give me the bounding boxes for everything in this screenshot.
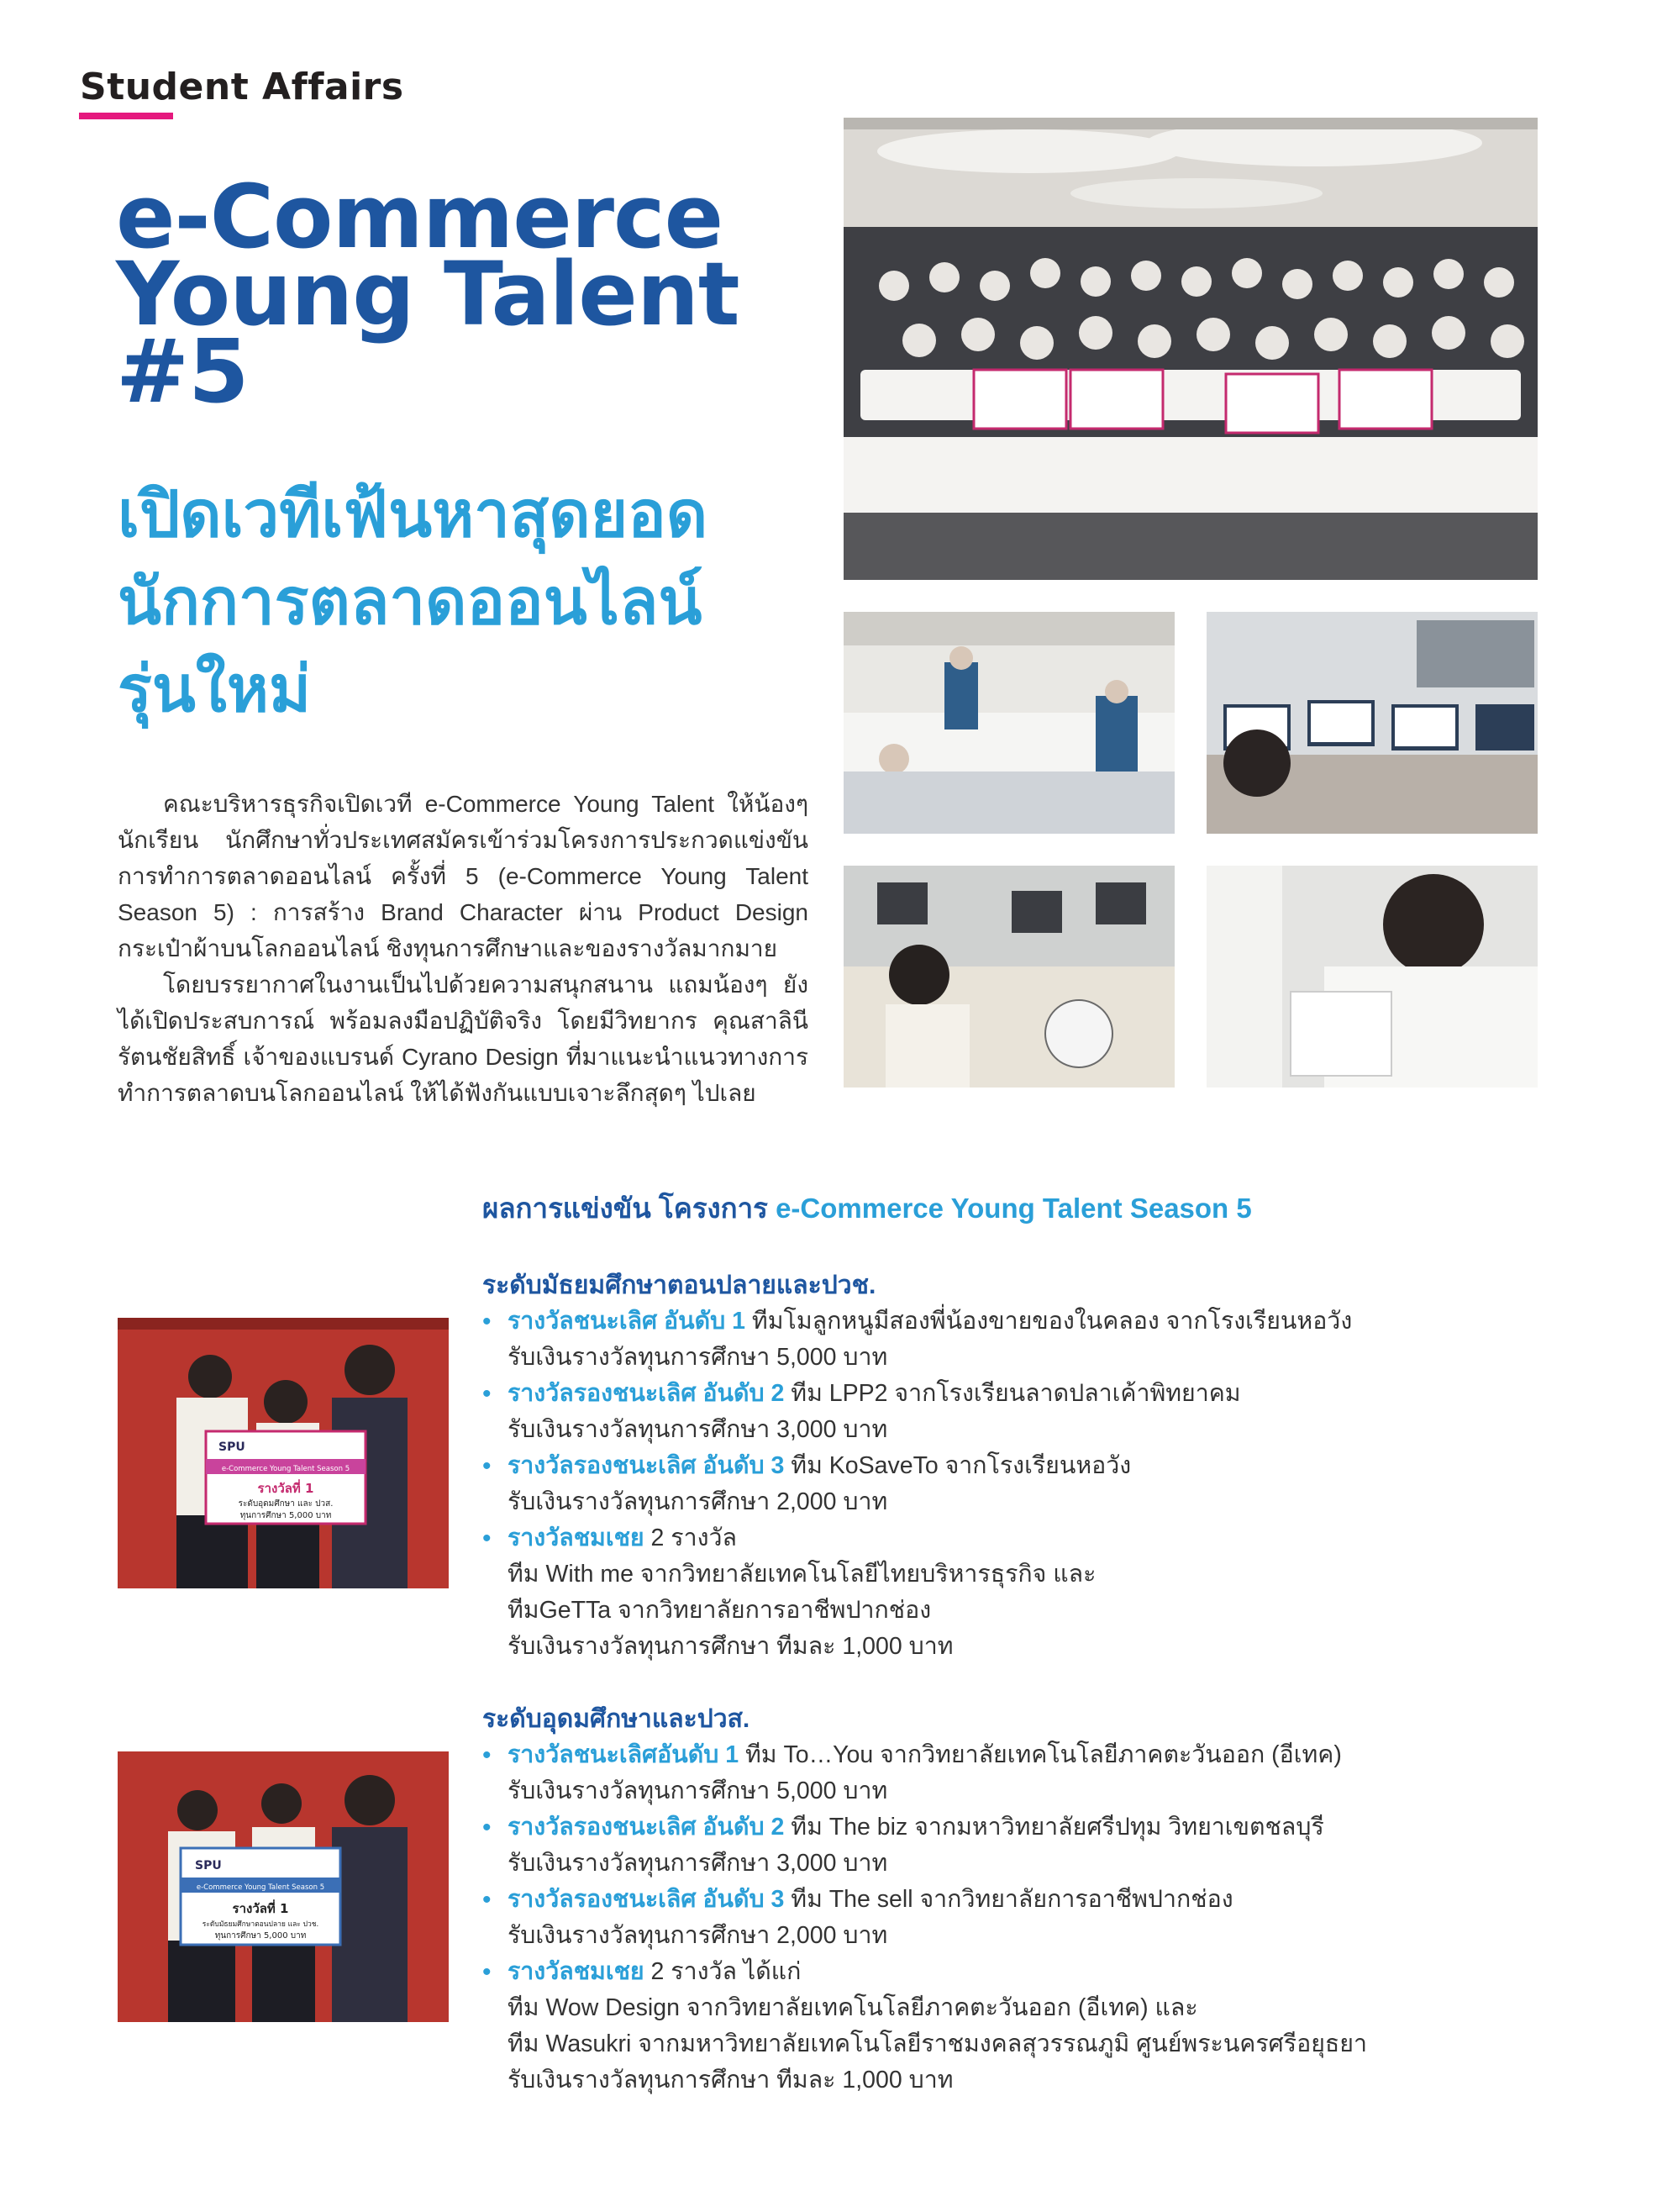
sign-amount: ทุนการศึกษา 5,000 บาท (239, 1511, 332, 1520)
award-line: รับเงินรางวัลทุนการศึกษา 3,000 บาท (508, 1850, 888, 1877)
award-item (482, 1809, 1591, 1882)
lab-photo (1207, 612, 1538, 834)
award-item (482, 1737, 1591, 1809)
bullet-icon: • (482, 1308, 492, 1335)
award-line: ทีมGeTTa จากวิทยาลัยการอาชีพปากช่อง (508, 1597, 932, 1624)
sign-prize: รางวัลที่ 1 (257, 1481, 314, 1496)
award-text: ทีมโมลูกหนูมีสองพี่น้องขายของในคลอง จากโรงเรียนหอวัง (745, 1308, 1353, 1335)
sign-prize: รางวัลที่ 1 (232, 1901, 289, 1916)
title-line: #5 (116, 320, 249, 423)
workshop-photo (844, 612, 1175, 834)
award-name: รางวัลรองชนะเลิศ อันดับ 3 (508, 1886, 785, 1913)
award-line: รับเงินรางวัลทุนการศึกษา 2,000 บาท (508, 1922, 888, 1949)
drawing-photo (1207, 866, 1538, 1088)
award-line: ทีม With me จากวิทยาลัยเทคโนโลยีไทยบริหารธุรกิจ และ (508, 1561, 1097, 1588)
bullet-icon: • (482, 1958, 492, 1986)
award-line: รับเงินรางวัลทุนการศึกษา 5,000 บาท (508, 1344, 888, 1371)
award-text: ทีม To…You จากวิทยาลัยเทคโนโลยีภาคตะวันออก (อีเทค) (739, 1741, 1342, 1768)
award-line: รับเงินรางวัลทุนการศึกษา 5,000 บาท (508, 1778, 888, 1804)
sign-title: e-Commerce Young Talent Season 5 (221, 1465, 350, 1473)
level-title: ระดับอุดมศึกษาและปวส. (482, 1705, 750, 1733)
award-line: รับเงินรางวัลทุนการศึกษา 2,000 บาท (508, 1488, 888, 1515)
results-heading-en: e-Commerce Young Talent Season 5 (776, 1193, 1252, 1224)
award-item (482, 1304, 1591, 1376)
students-computer-photo (844, 866, 1175, 1088)
bullet-icon: • (482, 1452, 492, 1480)
award-text: ทีม KoSaveTo จากโรงเรียนหอวัง (784, 1452, 1132, 1479)
section-underline (79, 113, 173, 119)
award-name: รางวัลชนะเลิศ อันดับ 1 (508, 1308, 746, 1335)
winners-photo-secondary (118, 1318, 449, 1588)
subtitle-line: รุ่นใหม่ (118, 651, 312, 726)
intro-text (118, 786, 808, 1111)
bullet-icon: • (482, 1380, 492, 1408)
bullet-icon: • (482, 1886, 492, 1914)
section-label: Student Affairs (80, 66, 404, 108)
intro-paragraph: คณะบริหารธุรกิจเปิดเวที e-Commerce Young Talent ให้น้องๆ นักเรียน นักศึกษาทั่วประเทศสมัครเข้าร่วมโครงการประกวดแข่งขันการทำการตลาดออนไลน์ ครั้งที่ 5 (e-Commerce Young Talent Season 5) : การสร้าง Brand Character ผ่าน Product Design กระเป๋าผ้าบนโลกออนไลน์ ชิงทุนการศึกษาและของรางวัลมากมาย (118, 791, 808, 961)
title-line: Young Talent (116, 243, 739, 345)
award-line: รับเงินรางวัลทุนการศึกษา 3,000 บาท (508, 1416, 888, 1443)
award-text: 2 รางวัล ได้แก่ (644, 1958, 802, 1985)
award-name: รางวัลรองชนะเลิศ อันดับ 2 (508, 1814, 785, 1841)
bullet-icon: • (482, 1525, 492, 1552)
award-item (482, 1520, 1591, 1665)
sign-title: e-Commerce Young Talent Season 5 (196, 1883, 325, 1892)
results-level-secondary (482, 1267, 1591, 1665)
award-line: รับเงินรางวัลทุนการศึกษา ทีมละ 1,000 บาท (508, 2067, 954, 2094)
award-name: รางวัลรองชนะเลิศ อันดับ 3 (508, 1452, 785, 1479)
sign-brand: SPU (195, 1859, 222, 1872)
bullet-icon: • (482, 1741, 492, 1769)
award-item (482, 1448, 1591, 1520)
award-name: รางวัลชนะเลิศอันดับ 1 (508, 1741, 739, 1768)
results-heading (482, 1192, 1575, 1225)
award-text: ทีม LPP2 จากโรงเรียนลาดปลาเค้าพิทยาคม (784, 1380, 1241, 1407)
award-item (482, 1376, 1591, 1448)
article-subtitle (118, 471, 807, 733)
subtitle-line: นักการตลาดออนไลน์ (118, 564, 702, 639)
subtitle-line: เปิดเวทีเฟ้นหาสุดยอด (118, 477, 708, 551)
award-name: รางวัลชมเชย (508, 1958, 644, 1985)
award-text: ทีม The sell จากวิทยาลัยการอาชีพปากช่อง (784, 1886, 1233, 1913)
intro-paragraph: โดยบรรยากาศในงานเป็นไปด้วยความสนุกสนาน แถมน้องๆ ยังได้เปิดประสบการณ์ พร้อมลงมือปฏิบัติจริง โดยมีวิทยากร คุณสาลินี รัตนชัยสิทธิ์ เจ้าของแบรนด์ Cyrano Design ที่มาแนะนำแนวทางการทำการตลาดบนโลกออนไลน์ ให้ได้ฟังกันแบบเจาะลึกสุดๆ ไปเลย (118, 972, 808, 1106)
sign-level: ระดับมัธยมศึกษาตอนปลาย และ ปวช. (202, 1920, 319, 1929)
award-text: 2 รางวัล (644, 1525, 737, 1551)
award-name: รางวัลรองชนะเลิศ อันดับ 2 (508, 1380, 785, 1407)
award-line: ทีม Wasukri จากมหาวิทยาลัยเทคโนโลยีราชมงคลสุวรรณภูมิ ศูนย์พระนครศรีอยุธยา (508, 2030, 1367, 2057)
results-heading-th: ผลการแข่งขัน โครงการ (482, 1193, 768, 1224)
sign-amount: ทุนการศึกษา 5,000 บาท (214, 1931, 307, 1941)
group-photo (844, 118, 1538, 580)
level-title: ระดับมัธยมศึกษาตอนปลายและปวช. (482, 1272, 876, 1299)
award-item (482, 1882, 1591, 1954)
award-line: รับเงินรางวัลทุนการศึกษา ทีมละ 1,000 บาท (508, 1633, 954, 1660)
article-title (116, 166, 805, 423)
award-text: ทีม The biz จากมหาวิทยาลัยศรีปทุม วิทยาเขตชลบุรี (784, 1814, 1324, 1841)
winners-photo-higher (118, 1751, 449, 2022)
results-level-higher (482, 1701, 1591, 2099)
bullet-icon: • (482, 1814, 492, 1841)
award-item (482, 1954, 1591, 2099)
sign-level: ระดับอุดมศึกษา และ ปวส. (238, 1499, 334, 1509)
award-line: ทีม Wow Design จากวิทยาลัยเทคโนโลยีภาคตะวันออก (อีเทค) และ (508, 1994, 1198, 2021)
title-line: e-Commerce (116, 166, 723, 268)
award-name: รางวัลชมเชย (508, 1525, 644, 1551)
sign-brand: SPU (218, 1440, 245, 1454)
